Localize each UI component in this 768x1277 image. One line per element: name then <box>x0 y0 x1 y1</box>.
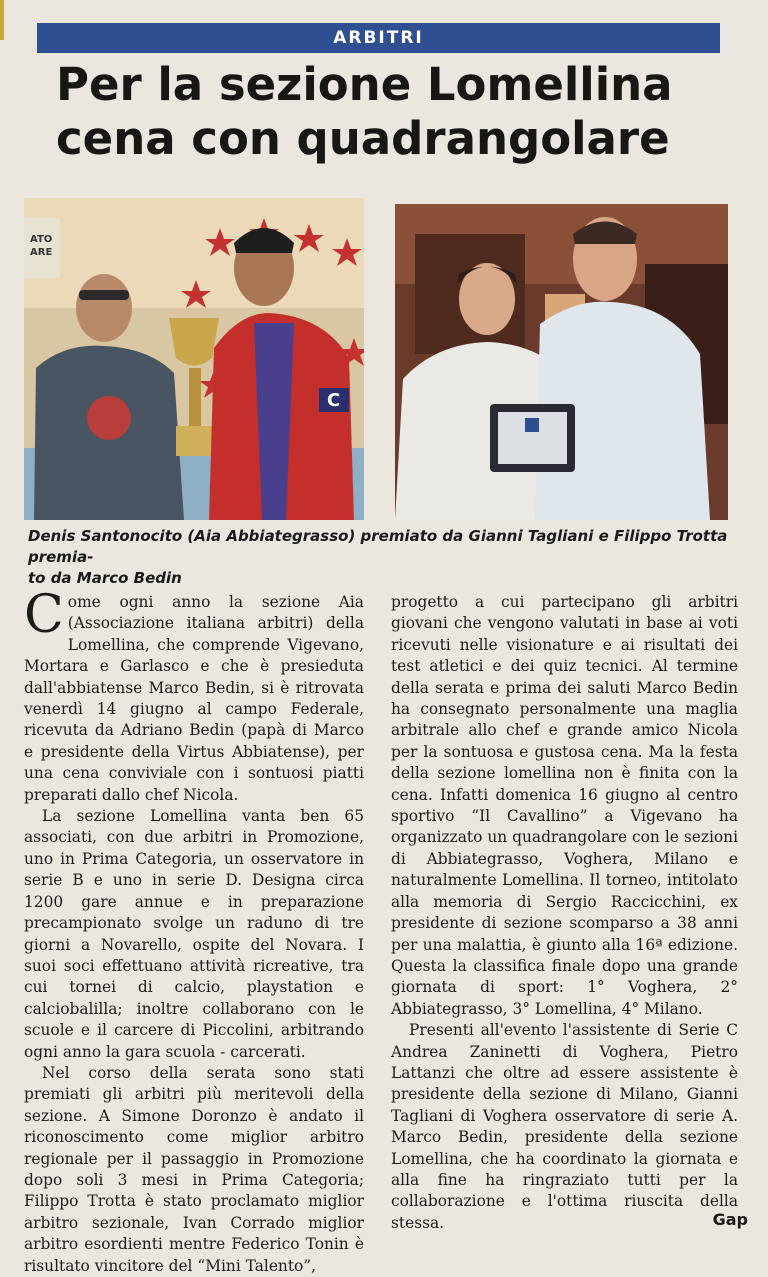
article-column-left <box>24 585 364 1277</box>
drop-cap: C <box>24 585 64 645</box>
caption-text: Denis Santonocito (Aia Abbiategrasso) premiato da Gianni Tagliani e Filippo Trotta premia- to da Marco Bedin <box>28 527 728 587</box>
article-paragraph: Nel corso della serata sono stati premiati gli arbitri più meritevoli della sezione. A Simone Doronzo è andato il riconoscimento come miglior arbitro regionale per il passaggio in Promozione dopo soli 3 mesi in Prima Categoria; Filippo Trotta è stato proclamato miglior arbitro sezionale, Ivan Corrado miglior arbitro esordienti mentre Federico Tonin è risultato vincitore del “Mini Talento”, <box>24 1063 364 1275</box>
headline-line-1: Per la sezione Lomellina <box>56 58 673 111</box>
article-paragraph: Come ogni anno la sezione Aia (Associazione italiana arbitri) della Lomellina, che comprende Vigevano, Mortara e Garlasco e che è presieduta dall'abbiatense Marco Bedin, si è ritrovata venerdì 14 giugno al campo Federale, ricevuta da Adriano Bedin (papà di Marco e presidente della Virtus Abbiatense), per una cena conviviale con i sontuosi piatti preparati dallo chef Nicola. <box>24 585 364 804</box>
photo-trophy-presentation <box>24 198 364 520</box>
svg-text:ARE: ARE <box>30 247 53 258</box>
svg-text:ATO: ATO <box>30 234 53 245</box>
section-header-bar <box>37 23 720 53</box>
section-label: ARBITRI <box>333 28 424 48</box>
article-paragraph: progetto a cui partecipano gli arbitri giovani che vengono valutati in base ai voti ricevuti nelle visionature e ai risultati dei test atletici e dei quiz tecnici. Al termine della serata e prima dei saluti Marco Bedin ha consegnato personalmente una maglia arbitrale allo chef e grande amico Nicola per la sontuosa e gustosa cena. Ma la festa della sezione lomellina non è finita con la cena. Infatti domenica 16 giugno al centro sportivo “Il Cavallino” a Vigevano ha organizzato un quadrangolare con le sezioni di Abbiategrasso, Voghera, Milano e naturalmente Lomellina. Il torneo, intitolato alla memoria di Sergio Raccicchini, ex presidente di sezione scomparso a 38 anni per una malattia, è giunto alla 16ª edizione. Questa la classifica finale dopo una grande giornata di sport: 1° Voghera, 2° Abbiategrasso, 3° Lomellina, 4° Milano. <box>391 593 738 1018</box>
author-signature: Gap <box>712 1210 748 1229</box>
headline-line-2: cena con quadrangolare <box>56 112 670 165</box>
shirt-letter: C <box>327 390 341 411</box>
article-paragraph: La sezione Lomellina vanta ben 65 associati, con due arbitri in Promozione, uno in Prima Categoria, un osservatore in serie B e uno in serie D. Designa circa 1200 gare annue e in preparazione precampionato svolge un raduno di tre giorni a Novarello, ospite del Novara. I suoi soci effettuano attività ricreative, tra cui tornei di calcio, playstation e calciobalilla; inoltre collaborano con le scuole e il carcere di Piccolini, arbitrando ogni anno la gara scuola - carcerati. <box>24 807 364 1061</box>
article-column-right <box>391 592 738 1234</box>
page-edge-mark <box>0 0 4 40</box>
photo-plaque-presentation <box>395 204 728 520</box>
photo-caption <box>28 526 748 589</box>
article-paragraph: Presenti all'evento l'assistente di Serie C Andrea Zaninetti di Voghera, Pietro Lattanzi che oltre ad essere assistente è presidente della sezione di Milano, Gianni Tagliani di Voghera osservatore di serie A. Marco Bedin, presidente della sezione Lomellina, che ha coordinato la giornata e alla fine ha ringraziato tutti per la collaborazione e l'ottima riuscita della stessa. <box>391 1021 738 1232</box>
headline <box>56 58 736 166</box>
